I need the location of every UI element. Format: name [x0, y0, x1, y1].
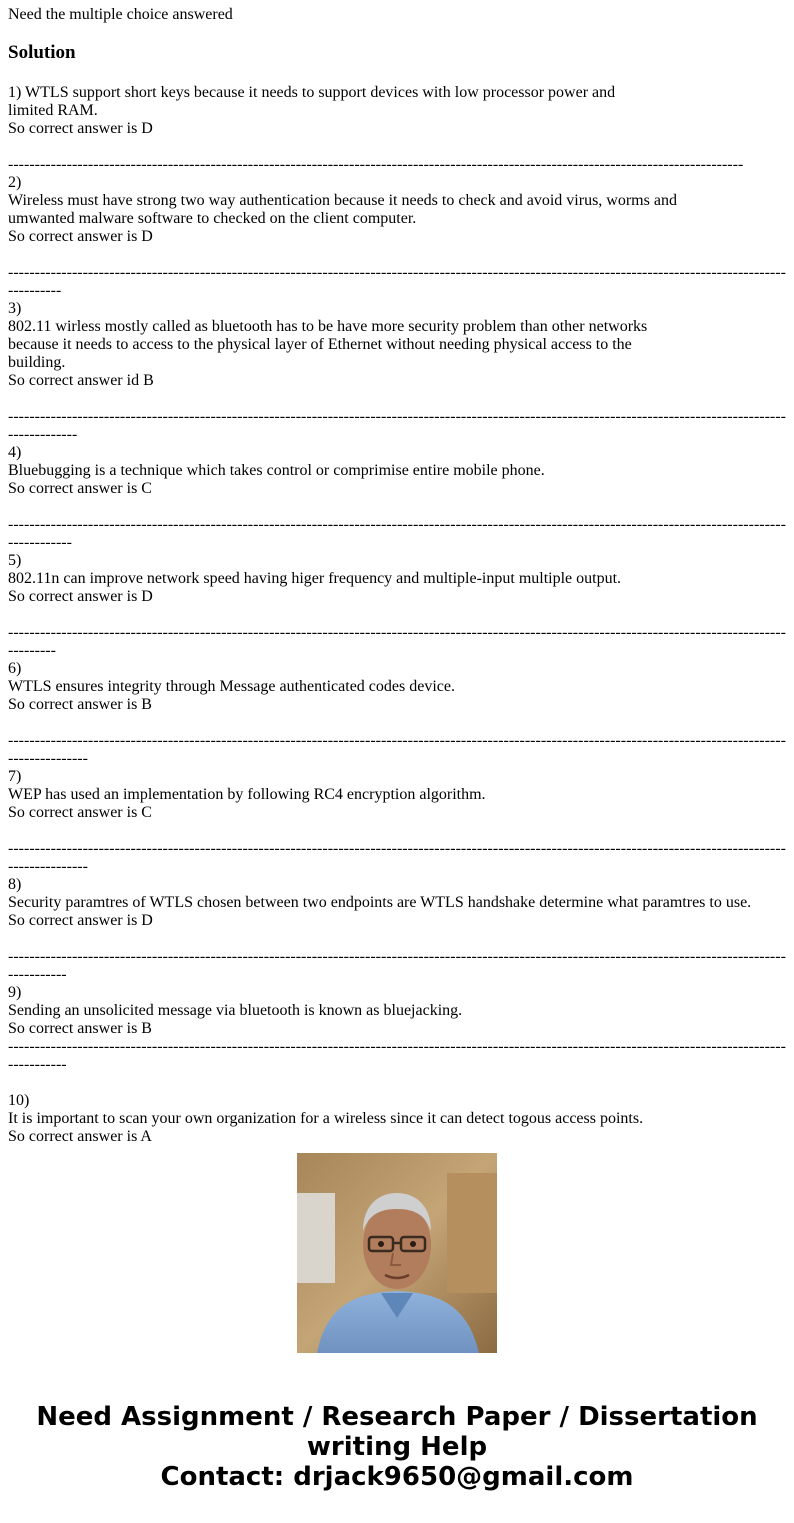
- correct-answer: So correct answer is D: [8, 120, 153, 137]
- correct-answer: So correct answer is C: [8, 480, 152, 497]
- answer-explanation: Bluebugging is a technique which takes control or comprimise entire mobile phone.: [8, 462, 545, 479]
- answer-explanation: It is important to scan your own organization for a wireless since it can detect togous access points.: [8, 1110, 644, 1127]
- answer-explanation: limited RAM.: [8, 102, 98, 119]
- correct-answer: So correct answer is B: [8, 1020, 152, 1037]
- separator-line: ---------------------------------------------------------------------------------------------------------------------------------------------------------------: [8, 408, 786, 443]
- answer-number: 1): [8, 84, 22, 101]
- correct-answer: So correct answer id B: [8, 372, 154, 389]
- answer-number: 8): [8, 876, 22, 893]
- answer-explanation: 802.11 wirless mostly called as bluetooth has to be have more security problem than other networks: [8, 318, 648, 335]
- portrait-image: [297, 1153, 497, 1353]
- answer-item: [8, 768, 786, 876]
- correct-answer: So correct answer is C: [8, 804, 152, 821]
- answer-item: [8, 1092, 786, 1146]
- answer-explanation: WTLS ensures integrity through Message authenticated codes device.: [8, 678, 455, 695]
- answer-item: [8, 552, 786, 660]
- footer-contact: Contact: drjack9650@gmail.com: [160, 1462, 634, 1492]
- answer-item: [8, 174, 786, 300]
- answer-number: 2): [8, 174, 22, 191]
- answer-item: [8, 876, 786, 984]
- separator-line: -----------------------------------------------------------------------------------------------------------------------------------------------------------------: [8, 840, 786, 875]
- answer-item: [8, 84, 786, 174]
- answer-item: [8, 300, 786, 444]
- separator-line: -----------------------------------------------------------------------------------------------------------------------------------------------------------------: [8, 732, 786, 767]
- separator-line: -------------------------------------------------------------------------------------------------------------------------------------------------------------: [8, 1038, 786, 1073]
- answer-item: [8, 984, 786, 1092]
- correct-answer: So correct answer is B: [8, 696, 152, 713]
- separator-line: ------------------------------------------------------------------------------------------------------------------------------------------: [8, 156, 744, 173]
- answer-item: [8, 444, 786, 552]
- answer-number: 4): [8, 444, 22, 461]
- separator-line: -----------------------------------------------------------------------------------------------------------------------------------------------------------: [8, 624, 786, 659]
- answer-explanation: umwanted malware software to checked on the client computer.: [8, 210, 417, 227]
- answer-explanation: Security paramtres of WTLS chosen between two endpoints are WTLS handshake determine what paramtres to use.: [8, 894, 752, 911]
- correct-answer: So correct answer is A: [8, 1128, 152, 1145]
- answer-explanation: building.: [8, 354, 66, 371]
- answer-explanation: WTLS support short keys because it needs to support devices with low processor power and: [25, 84, 616, 101]
- separator-line: -------------------------------------------------------------------------------------------------------------------------------------------------------------: [8, 948, 786, 983]
- correct-answer: So correct answer is D: [8, 228, 153, 245]
- footer-line-1: Need Assignment / Research Paper / Dissertation: [36, 1402, 758, 1432]
- footer-banner: [0, 1402, 794, 1492]
- answers-list: [8, 84, 786, 1146]
- answer-number: 3): [8, 300, 22, 317]
- correct-answer: So correct answer is D: [8, 588, 153, 605]
- separator-line: ------------------------------------------------------------------------------------------------------------------------------------------------------------: [8, 264, 786, 299]
- answer-explanation: WEP has used an implementation by following RC4 encryption algorithm.: [8, 786, 486, 803]
- solution-heading: Solution: [8, 42, 76, 63]
- answer-explanation: Sending an unsolicited message via bluetooth is known as bluejacking.: [8, 1002, 463, 1019]
- author-avatar: [297, 1153, 497, 1353]
- answer-number: 7): [8, 768, 22, 785]
- answer-number: 10): [8, 1092, 30, 1109]
- answer-item: [8, 660, 786, 768]
- separator-line: --------------------------------------------------------------------------------------------------------------------------------------------------------------: [8, 516, 786, 551]
- answer-explanation: Wireless must have strong two way authentication because it needs to check and avoid virus, worms and: [8, 192, 677, 209]
- answer-number: 6): [8, 660, 22, 677]
- document-body: [8, 6, 786, 1145]
- footer-line-2: writing Help: [306, 1432, 488, 1462]
- answer-explanation: 802.11n can improve network speed having higer frequency and multiple-input multiple output.: [8, 570, 622, 587]
- answer-number: 5): [8, 552, 22, 569]
- correct-answer: So correct answer is D: [8, 912, 153, 929]
- question-text: Need the multiple choice answered: [8, 6, 233, 23]
- answer-number: 9): [8, 984, 22, 1001]
- answer-explanation: because it needs to access to the physical layer of Ethernet without needing physical access to the: [8, 336, 632, 353]
